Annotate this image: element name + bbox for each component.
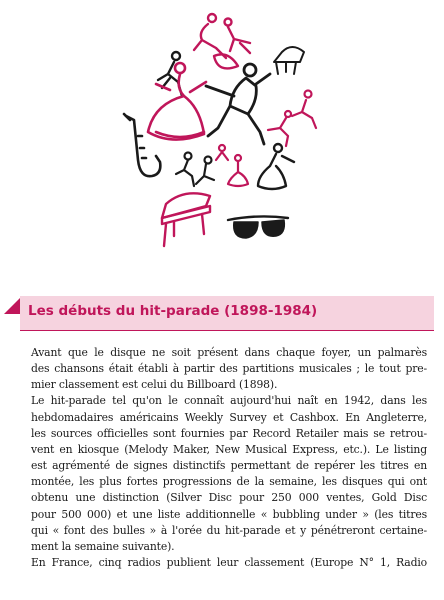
grand-piano-icon: [162, 193, 210, 246]
corner-triangle-decoration: [4, 298, 20, 314]
music-dance-illustration: [110, 8, 330, 256]
body-line: des chansons était établi à partir des partitions musicales ; le tout pre-: [31, 362, 427, 376]
body-line: les sources officielles sont fournies par Record Retailer mais se retrou-: [31, 426, 427, 440]
dancing-couple-icon: [194, 14, 250, 68]
body-line: mier classement est celui du Billboard (1898).: [31, 378, 278, 392]
body-line: hebdomadaires américains Weekly Survey et Cashbox. En Angleterre,: [31, 410, 427, 424]
body-line: Avant que le disque ne soit présent dans chaque foyer, un palmarès: [31, 346, 427, 359]
body-line: Le hit-parade tel qu'on le connaît aujourd'hui naît en 1942, dans les: [31, 394, 427, 408]
section-title: Les débuts du hit-parade (1898-1984): [28, 303, 318, 319]
body-line: obtenu une distinction (Silver Disc pour 250 000 ventes, Gold Disc: [31, 491, 427, 505]
body-line: ment la semaine suivante).: [31, 539, 175, 553]
body-line: En France, cinq radios publient leur classement (Europe N° 1, Radio: [31, 556, 427, 570]
body-line: est agrémenté de signes distinctifs permettant de repérer les titres en: [31, 459, 427, 473]
body-line: montée, les plus fortes progressions de la semaine, les disques qui ont: [31, 475, 427, 489]
body-line: qui « font des bulles » à l'orée du hit-parade et y pénétreront certaine-: [31, 523, 427, 537]
sunglasses-icon: [228, 216, 288, 238]
grand-piano-icon: [274, 47, 304, 74]
body-line: vent en kiosque (Melody Maker, New Musical Express, etc.). Le listing: [31, 442, 427, 456]
body-line: pour 500 000) et une liste additionnelle « bubbling under » (les titres: [31, 507, 427, 521]
article-body: [31, 345, 427, 571]
saxophone-icon: [124, 114, 160, 176]
